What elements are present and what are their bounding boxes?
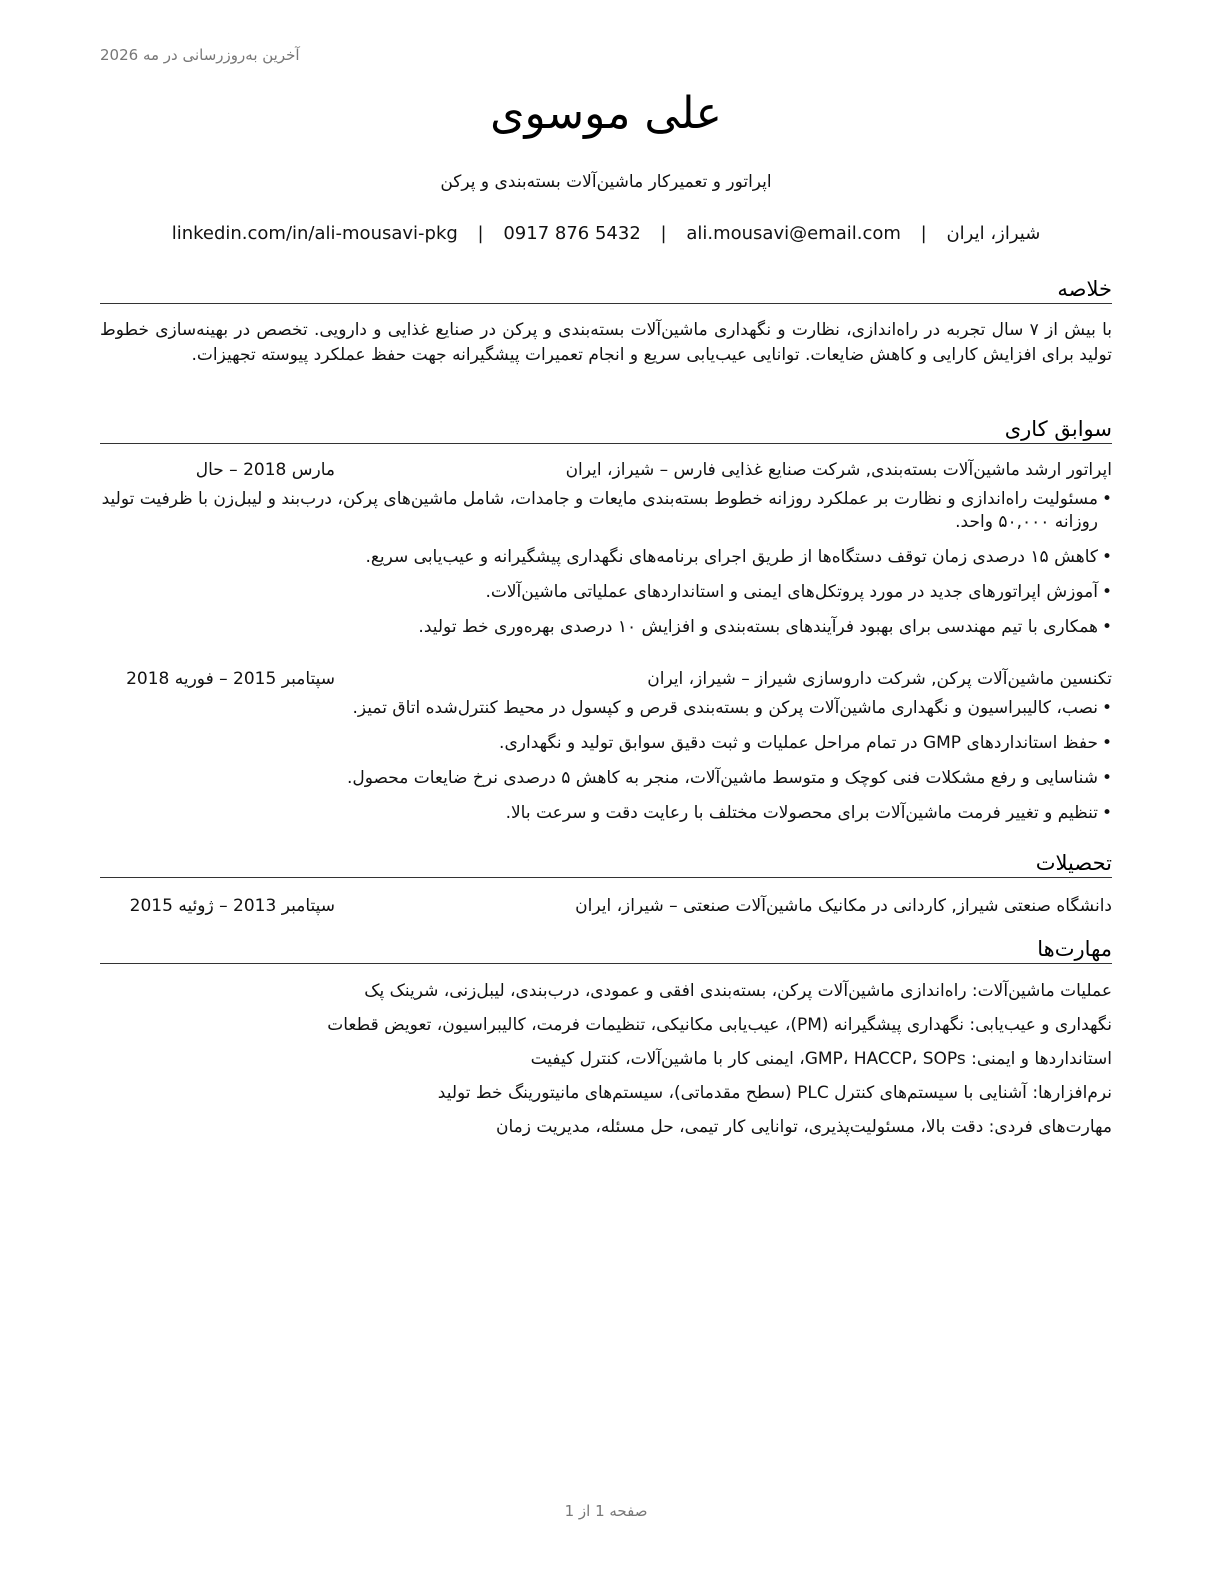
- contact-email[interactable]: ali.mousavi@email.com: [686, 223, 901, 244]
- job-entry: [100, 458, 1112, 639]
- job-bullet: • حفظ استانداردهای GMP در تمام مراحل عملیات و ثبت دقیق سوابق تولید و نگهداری.: [100, 732, 1112, 755]
- candidate-title: اپراتور و تعمیرکار ماشین‌آلات بسته‌بندی و پرکن: [440, 172, 772, 192]
- job-header: [100, 458, 1112, 482]
- contact-line: [100, 223, 1112, 244]
- job-entry: [100, 667, 1112, 825]
- summary-section: [100, 276, 1112, 368]
- page-number: صفحه 1 از 1: [564, 1502, 648, 1520]
- last-updated-note: آخرین به‌روزرسانی در مه 2026: [100, 46, 300, 64]
- contact-linkedin[interactable]: linkedin.com/in/ali-mousavi-pkg: [171, 223, 458, 244]
- education-dates: سپتامبر 2013 – ژوئیه 2015: [129, 896, 335, 916]
- job-header: [100, 667, 1112, 691]
- job-bullet: • نصب، کالیبراسیون و نگهداری ماشین‌آلات پرکن و بسته‌بندی قرص و کپسول در محیط کنترل‌شده اتاق تمیز.: [100, 697, 1112, 720]
- contact-separator: |: [660, 223, 667, 244]
- job-bullet: • مسئولیت راه‌اندازی و نظارت بر عملکرد روزانه خطوط بسته‌بندی مایعات و جامدات، شامل ماشین‌های پرکن، درب‌بند و لیبل‌زن با ظرفیت تولید روزانه ۵۰,۰۰۰ واحد.: [100, 488, 1112, 534]
- summary-text: با بیش از ۷ سال تجربه در راه‌اندازی، نظارت و نگهداری ماشین‌آلات بسته‌بندی و پرکن در صنایع غذایی و دارویی. تخصص در بهینه‌سازی خطوط تولید برای افزایش کارایی و کاهش ضایعات. توانایی عیب‌یابی سریع و انجام تعمیرات پیشگیرانه جهت حفظ عملکرد پیوسته تجهیزات.: [100, 320, 1112, 365]
- job-dates: مارس 2018 – حال: [195, 460, 335, 480]
- contact-phone: 0917 876 5432: [503, 223, 641, 244]
- job-role: تکنسین ماشین‌آلات پرکن, شرکت داروسازی شیراز – شیراز، ایران: [647, 669, 1112, 689]
- contact-location: شیراز، ایران: [946, 223, 1041, 244]
- section-heading-education: تحصیلات: [100, 850, 1112, 878]
- job-dates: سپتامبر 2015 – فوریه 2018: [126, 669, 335, 689]
- skill-line: نگهداری و عیب‌یابی: نگهداری پیشگیرانه (PM)، عیب‌یابی مکانیکی، تنظیمات فرمت، کالیبراسیون، تعویض قطعات: [327, 1015, 1112, 1035]
- section-heading-summary: خلاصه: [100, 276, 1112, 304]
- job-bullet: • تنظیم و تغییر فرمت ماشین‌آلات برای محصولات مختلف با رعایت دقت و سرعت بالا.: [100, 802, 1112, 825]
- skills-section: [100, 936, 1112, 1144]
- job-bullets: [100, 488, 1112, 639]
- skill-line: عملیات ماشین‌آلات: راه‌اندازی ماشین‌آلات پرکن، بسته‌بندی افقی و عمودی، درب‌بندی، لیبل‌زنی، شرینک پک: [364, 981, 1112, 1001]
- contact-separator: |: [477, 223, 484, 244]
- skill-line: نرم‌افزارها: آشنایی با سیستم‌های کنترل PLC (سطح مقدماتی)، سیستم‌های مانیتورینگ خط تولید: [437, 1083, 1112, 1103]
- education-section: [100, 850, 1112, 918]
- job-bullet: • شناسایی و رفع مشکلات فنی کوچک و متوسط ماشین‌آلات، منجر به کاهش ۵ درصدی نرخ ضایعات محصول.: [100, 767, 1112, 790]
- job-role: اپراتور ارشد ماشین‌آلات بسته‌بندی, شرکت صنایع غذایی فارس – شیراز، ایران: [565, 460, 1112, 480]
- job-bullet: • همکاری با تیم مهندسی برای بهبود فرآیندهای بسته‌بندی و افزایش ۱۰ درصدی بهره‌وری خط تولید.: [100, 616, 1112, 639]
- job-bullet: • آموزش اپراتورهای جدید در مورد پروتکل‌های ایمنی و استانداردهای عملیاتی ماشین‌آلات.: [100, 581, 1112, 604]
- skill-line: مهارت‌های فردی: دقت بالا، مسئولیت‌پذیری، توانایی کار تیمی، حل مسئله، مدیریت زمان: [495, 1117, 1112, 1137]
- skill-line: استانداردها و ایمنی: GMP، HACCP، SOPs، ایمنی کار با ماشین‌آلات، کنترل کیفیت: [530, 1049, 1112, 1069]
- education-entry: [100, 894, 1112, 918]
- section-heading-skills: مهارت‌ها: [100, 936, 1112, 964]
- job-bullet: • کاهش ۱۵ درصدی زمان توقف دستگاه‌ها از طریق اجرای برنامه‌های نگهداری پیشگیرانه و عیب‌یابی سریع.: [100, 546, 1112, 569]
- section-heading-experience: سوابق کاری: [100, 416, 1112, 444]
- resume-page: [100, 0, 1112, 1584]
- candidate-name: علی موسوی: [490, 88, 722, 139]
- contact-separator: |: [920, 223, 927, 244]
- education-degree: دانشگاه صنعتی شیراز, کاردانی در مکانیک ماشین‌آلات صنعتی – شیراز، ایران: [575, 896, 1112, 916]
- skills-list: [100, 974, 1112, 1144]
- job-bullets: [100, 697, 1112, 825]
- experience-section: [100, 416, 1112, 825]
